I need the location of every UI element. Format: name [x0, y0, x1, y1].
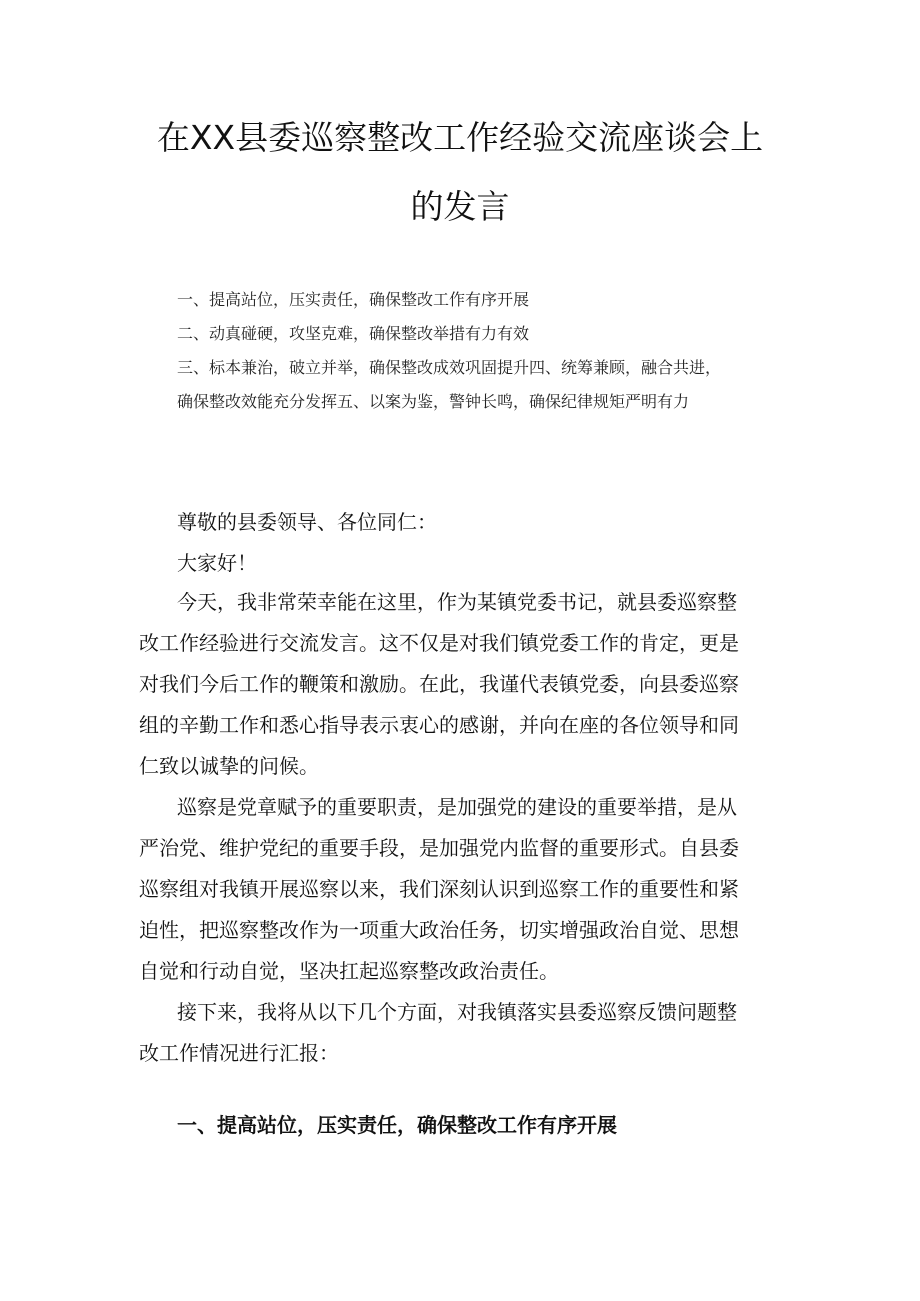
salutation: 尊敬的县委领导、各位同仁： — [177, 510, 437, 534]
paragraph-opening — [139, 582, 789, 787]
paragraph-line: 对我们今后工作的鞭策和激励。在此，我谨代表镇党委，向县委巡察 — [139, 672, 739, 696]
outline-item: 一、提高站位，压实责任，确保整改工作有序开展 — [177, 290, 530, 309]
paragraph-line: 仁致以诚挚的问候。 — [139, 754, 319, 778]
document-title-line-1: 在XX县委巡察整改工作经验交流座谈会上 — [156, 118, 764, 157]
paragraph-line: 组的辛勤工作和悉心指导表示衷心的感谢，并向在座的各位领导和同 — [139, 713, 739, 737]
paragraph-line: 接下来，我将从以下几个方面，对我镇落实县委巡察反馈问题整 — [177, 1000, 737, 1024]
paragraph-line: 严治党、维护党纪的重要手段，是加强党内监督的重要形式。自县委 — [139, 836, 739, 860]
paragraph-line: 改工作经验进行交流发言。这不仅是对我们镇党委工作的肯定，更是 — [139, 631, 739, 655]
outline-item: 二、动真碰硬，攻坚克难，确保整改举措有力有效 — [177, 324, 530, 343]
document-title-line-2: 的发言 — [410, 187, 510, 226]
outline-list — [177, 283, 797, 419]
paragraph-line: 改工作情况进行汇报： — [139, 1041, 339, 1065]
section-heading: 一、提高站位，压实责任，确保整改工作有序开展 — [177, 1113, 617, 1137]
paragraph-line: 今天，我非常荣幸能在这里，作为某镇党委书记，就县委巡察整 — [177, 590, 737, 614]
paragraph-line: 自觉和行动自觉，坚决扛起巡察整改政治责任。 — [139, 959, 559, 983]
outline-item: 确保整改效能充分发挥五、以案为鉴，警钟长鸣，确保纪律规矩严明有力 — [177, 392, 690, 411]
paragraph-line: 巡察组对我镇开展巡察以来，我们深刻认识到巡察工作的重要性和紧 — [139, 877, 739, 901]
greeting: 大家好！ — [177, 551, 257, 575]
outline-item: 三、标本兼治，破立并举，确保整改成效巩固提升四、统筹兼顾，融合共进， — [177, 358, 722, 377]
paragraph-line: 巡察是党章赋予的重要职责，是加强党的建设的重要举措，是从 — [177, 795, 737, 819]
paragraph-line: 迫性，把巡察整改作为一项重大政治任务，切实增强政治自觉、思想 — [139, 918, 739, 942]
paragraph-inspection — [139, 787, 789, 992]
paragraph-transition — [139, 992, 789, 1074]
